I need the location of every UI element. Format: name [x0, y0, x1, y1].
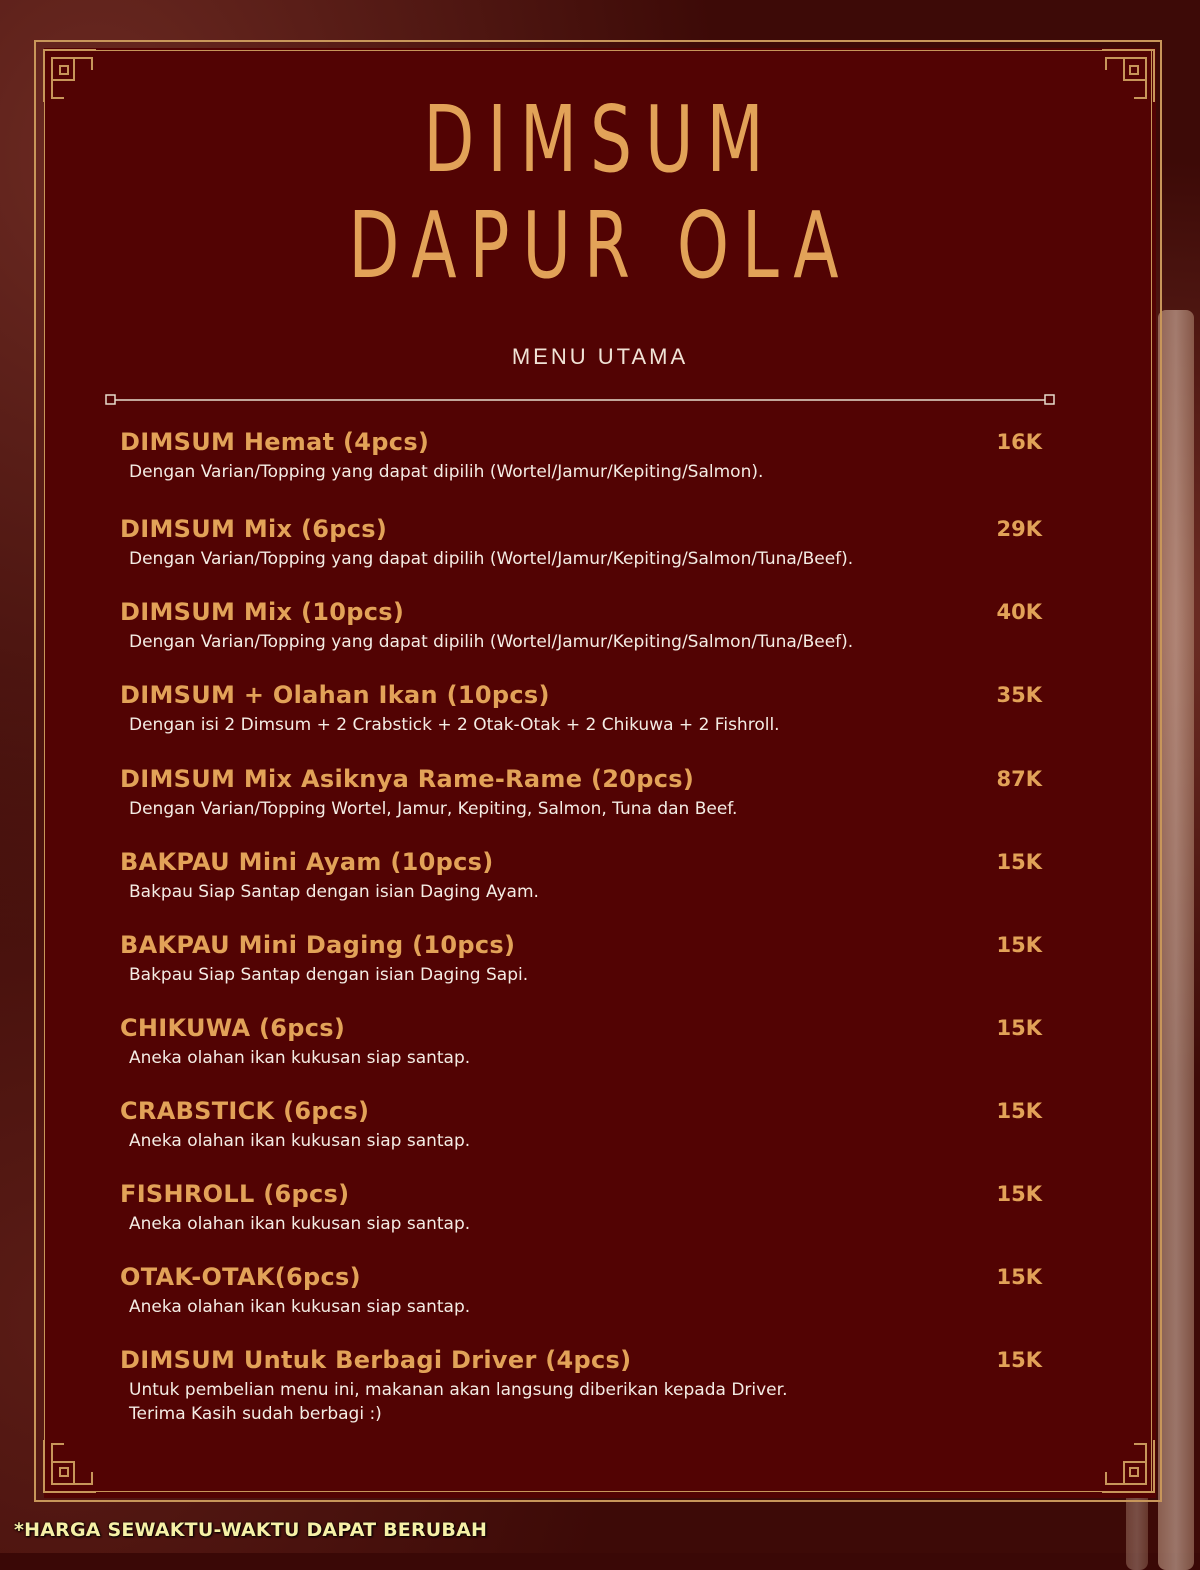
menu-item-price: 40K	[996, 600, 1042, 624]
menu-item-price: 35K	[996, 683, 1042, 707]
menu-item-name: DIMSUM + Olahan Ikan (10pcs)	[120, 681, 550, 709]
menu-item-name: DIMSUM Hemat (4pcs)	[120, 428, 430, 456]
restaurant-title-line1: DIMSUM	[423, 86, 777, 193]
menu-item-price: 15K	[996, 850, 1042, 874]
menu-item-price: 15K	[996, 1099, 1042, 1123]
menu-item-description: Aneka olahan ikan kukusan siap santap.	[129, 1131, 471, 1151]
chopstick-decoration	[1158, 310, 1194, 1570]
menu-item-price: 29K	[996, 517, 1042, 541]
section-divider	[104, 392, 1056, 408]
menu-item-price: 87K	[996, 767, 1042, 791]
menu-item-description: Bakpau Siap Santap dengan isian Daging Sapi.	[129, 965, 529, 985]
menu-item-name: DIMSUM Mix Asiknya Rame-Rame (20pcs)	[120, 765, 695, 793]
menu-item-description: Untuk pembelian menu ini, makanan akan langsung diberikan kepada Driver. Terima Kasih sudah berbagi :)	[129, 1380, 788, 1424]
price-disclaimer: *HARGA SEWAKTU-WAKTU DAPAT BERUBAH	[14, 1519, 488, 1541]
menu-item-price: 15K	[996, 1348, 1042, 1372]
menu-item-price: 15K	[996, 933, 1042, 957]
menu-item-description: Aneka olahan ikan kukusan siap santap.	[129, 1214, 471, 1234]
menu-item-name: DIMSUM Untuk Berbagi Driver (4pcs)	[120, 1346, 632, 1374]
corner-ornament-top-left	[34, 40, 106, 112]
menu-section-title: MENU UTAMA	[511, 344, 689, 369]
menu-item-description: Aneka olahan ikan kukusan siap santap.	[129, 1048, 471, 1068]
menu-item-name: FISHROLL (6pcs)	[120, 1180, 350, 1208]
menu-item-price: 15K	[996, 1016, 1042, 1040]
menu-item-name: BAKPAU Mini Daging (10pcs)	[120, 931, 516, 959]
restaurant-title-line2: DAPUR OLA	[348, 192, 852, 299]
corner-ornament-bottom-left	[34, 1430, 106, 1502]
corner-ornament-top-right	[1092, 40, 1164, 112]
corner-ornament-bottom-right	[1092, 1430, 1164, 1502]
menu-item-description: Bakpau Siap Santap dengan isian Daging Ayam.	[129, 882, 539, 902]
menu-item-description: Dengan Varian/Topping yang dapat dipilih (Wortel/Jamur/Kepiting/Salmon).	[129, 462, 764, 482]
menu-item-price: 16K	[996, 430, 1042, 454]
menu-item-description: Dengan Varian/Topping yang dapat dipilih (Wortel/Jamur/Kepiting/Salmon/Tuna/Beef).	[129, 632, 854, 652]
menu-item-name: DIMSUM Mix (6pcs)	[120, 515, 388, 543]
menu-item-name: CRABSTICK (6pcs)	[120, 1097, 370, 1125]
menu-item-name: DIMSUM Mix (10pcs)	[120, 598, 405, 626]
menu-item-description: Aneka olahan ikan kukusan siap santap.	[129, 1297, 471, 1317]
menu-item-name: OTAK-OTAK(6pcs)	[120, 1263, 361, 1291]
menu-item-price: 15K	[996, 1182, 1042, 1206]
menu-item-name: BAKPAU Mini Ayam (10pcs)	[120, 848, 494, 876]
menu-item-description: Dengan Varian/Topping Wortel, Jamur, Kepiting, Salmon, Tuna dan Beef.	[129, 799, 738, 819]
menu-item-description: Dengan Varian/Topping yang dapat dipilih (Wortel/Jamur/Kepiting/Salmon/Tuna/Beef).	[129, 549, 854, 569]
menu-item-name: CHIKUWA (6pcs)	[120, 1014, 346, 1042]
menu-item-description: Dengan isi 2 Dimsum + 2 Crabstick + 2 Otak-Otak + 2 Chikuwa + 2 Fishroll.	[129, 715, 780, 735]
menu-item-price: 15K	[996, 1265, 1042, 1289]
